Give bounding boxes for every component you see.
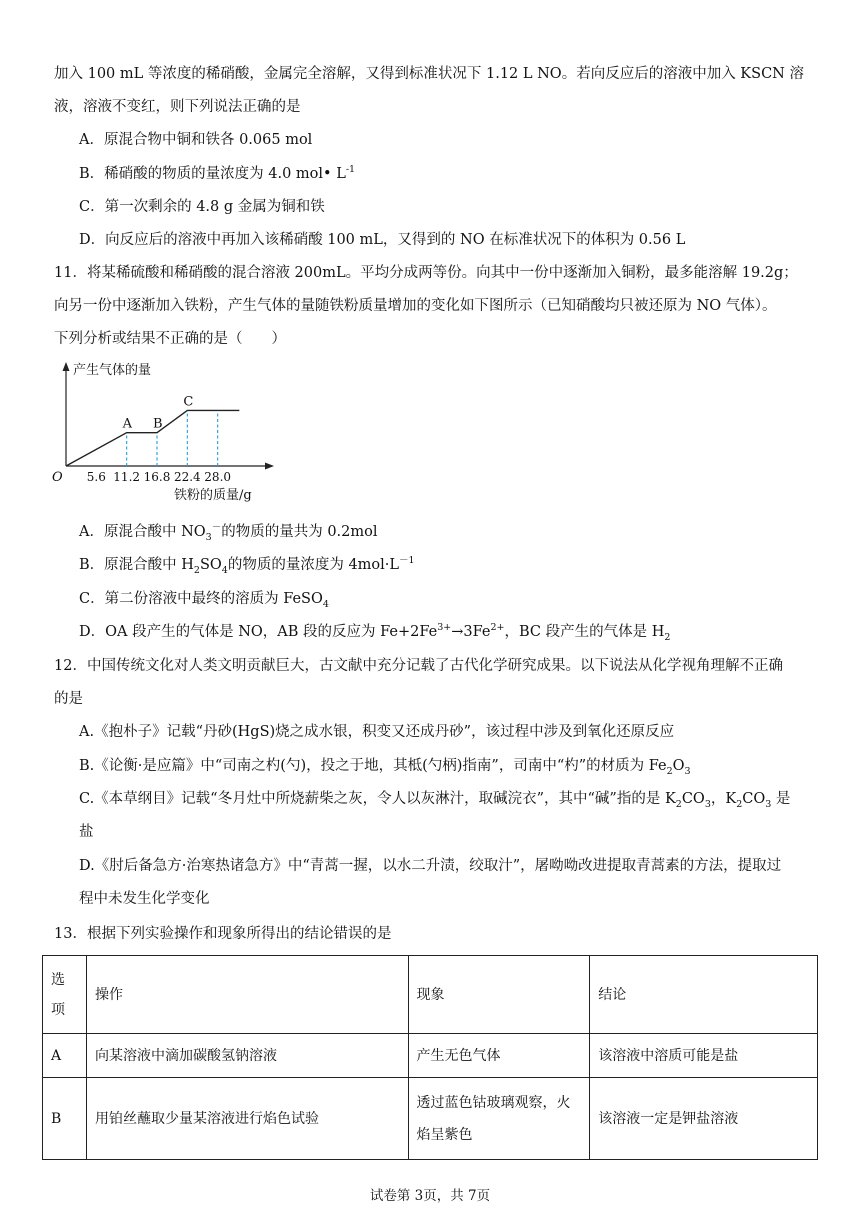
q10-text-line2: 液，溶液不变红，则下列说法正确的是	[54, 99, 301, 115]
y-axis-arrow	[63, 362, 70, 371]
q12-option-c: C.《本草纲目》记载“冬月灶中所烧薪柴之灰，令人以灰淋汁，取碱浣衣”，其中“碱”指的是 $K_2CO_3$，$K_2CO_3$ 是	[79, 791, 791, 810]
q12-option-b: B.《论衡·是应篇》中“司南之杓(勺)，投之于地，其柢(勺柄)指南”，司南中“杓”的材质为 $Fe_2O_3$	[79, 758, 691, 777]
page-footer: 试卷第 3页，共 7页	[369, 1188, 491, 1204]
table-row	[43, 1078, 818, 1160]
experiment-table	[42, 955, 818, 1160]
header-phenomenon: 现象	[408, 956, 590, 1034]
x-tick-label-16.8: 16.8	[143, 470, 171, 484]
q12-option-d-line2: 程中未发生化学变化	[79, 891, 210, 907]
q13-stem: 13．根据下列实验操作和现象所得出的结论错误的是	[54, 926, 392, 942]
row-a-option: A	[43, 1034, 87, 1078]
q12-stem-line1: 12．中国传统文化对人类文明贡献巨大，古文献中充分记载了古代化学研究成果。以下说法从化学视角理解不正确	[54, 658, 783, 674]
row-b-operation: 用铂丝蘸取少量某溶液进行焰色试验	[86, 1078, 408, 1160]
x-tick-label-22.4: 22.4	[173, 470, 201, 484]
row-b-option: B	[43, 1078, 87, 1160]
x-tick-label-28.0: 28.0	[204, 470, 232, 484]
header-conclusion: 结论	[590, 956, 818, 1034]
row-a-phenomenon: 产生无色气体	[408, 1034, 590, 1078]
row-a-conclusion: 该溶液中溶质可能是盐	[590, 1034, 818, 1078]
x-axis-label: 铁粉的质量/g	[174, 488, 252, 503]
row-b-phenomenon: 透过蓝色钴玻璃观察，火 焰呈紫色	[408, 1078, 590, 1160]
q10-option-c: C．第一次剩余的 4.8 g 金属为铜和铁	[79, 199, 325, 215]
point-label-B: B	[153, 416, 163, 432]
q11-option-b: B．原混合酸中 $H_2SO_4$的物质的量浓度为 $4mol\cdot L^{-1}$	[79, 555, 415, 576]
q10-option-b: B．稀硝酸的物质的量浓度为 4.0 mol• $L^{-1}$	[79, 164, 356, 182]
q11-stem-line1: 11．将某稀硫酸和稀硝酸的混合溶液 200mL。平均分成两等份。向其中一份中逐渐加入铜粉，最多能溶解 19.2g；	[54, 265, 798, 281]
q11-option-d: D．OA 段产生的气体是 NO，AB 段的反应为 $Fe+2Fe^{3+}\to 3Fe^{2+}$，BC 段产生的气体是 $H_2$	[79, 622, 671, 643]
point-label-A: A	[122, 416, 133, 432]
gas-volume-chart	[48, 358, 288, 508]
q12-option-a: A.《抱朴子》记载“丹砂(HgS)烧之成水银，积变又还成丹砂”，该过程中涉及到氧化还原反应	[79, 724, 675, 740]
row-b-conclusion: 该溶液一定是钾盐溶液	[590, 1078, 818, 1160]
q11-stem-line3: 下列分析或结果不正确的是（ ）	[54, 331, 286, 347]
q12-option-d: D.《肘后备急方·治寒热诸急方》中“青蒿一握，以水二升渍，绞取汁”，屠呦呦改进提取青蒿素的方法，提取过	[79, 858, 782, 874]
point-label-C: C	[183, 394, 194, 410]
q11-stem-line2: 向另一份中逐渐加入铁粉，产生气体的量随铁粉质量增加的变化如下图所示（已知硝酸均只被还原为 NO 气体）。	[54, 298, 777, 314]
table-row	[43, 1034, 818, 1078]
q11-option-c: C．第二份溶液中最终的溶质为 FeSO$_4$	[79, 591, 329, 610]
q10-option-a: A．原混合物中铜和铁各 0.065 mol	[79, 132, 313, 148]
x-tick-label-11.2: 11.2	[113, 470, 141, 484]
q12-stem-line2: 的是	[54, 691, 83, 707]
y-axis-label: 产生气体的量	[73, 363, 152, 378]
row-a-operation: 向某溶液中滴加碳酸氢钠溶液	[86, 1034, 408, 1078]
q10-option-d: D．向反应后的溶液中再加入该稀硝酸 100 mL，又得到的 NO 在标准状况下的体积为 0.56 L	[79, 232, 686, 248]
header-operation: 操作	[86, 956, 408, 1034]
q11-option-a: A．原混合酸中 $NO_3^-$的物质的量共为 0.2mol	[79, 522, 378, 543]
x-axis-arrow	[265, 463, 274, 470]
q10-text-line1: 加入 100 mL 等浓度的稀硝酸，金属完全溶解，又得到标准状况下 1.12 L NO。若向反应后的溶液中加入 KSCN 溶	[54, 66, 804, 82]
origin-label: O	[52, 470, 63, 485]
table-header-row	[43, 956, 818, 1034]
header-option: 选 项	[43, 956, 87, 1034]
x-tick-label-5.6: 5.6	[86, 470, 106, 484]
q12-option-c-line2: 盐	[79, 824, 94, 840]
